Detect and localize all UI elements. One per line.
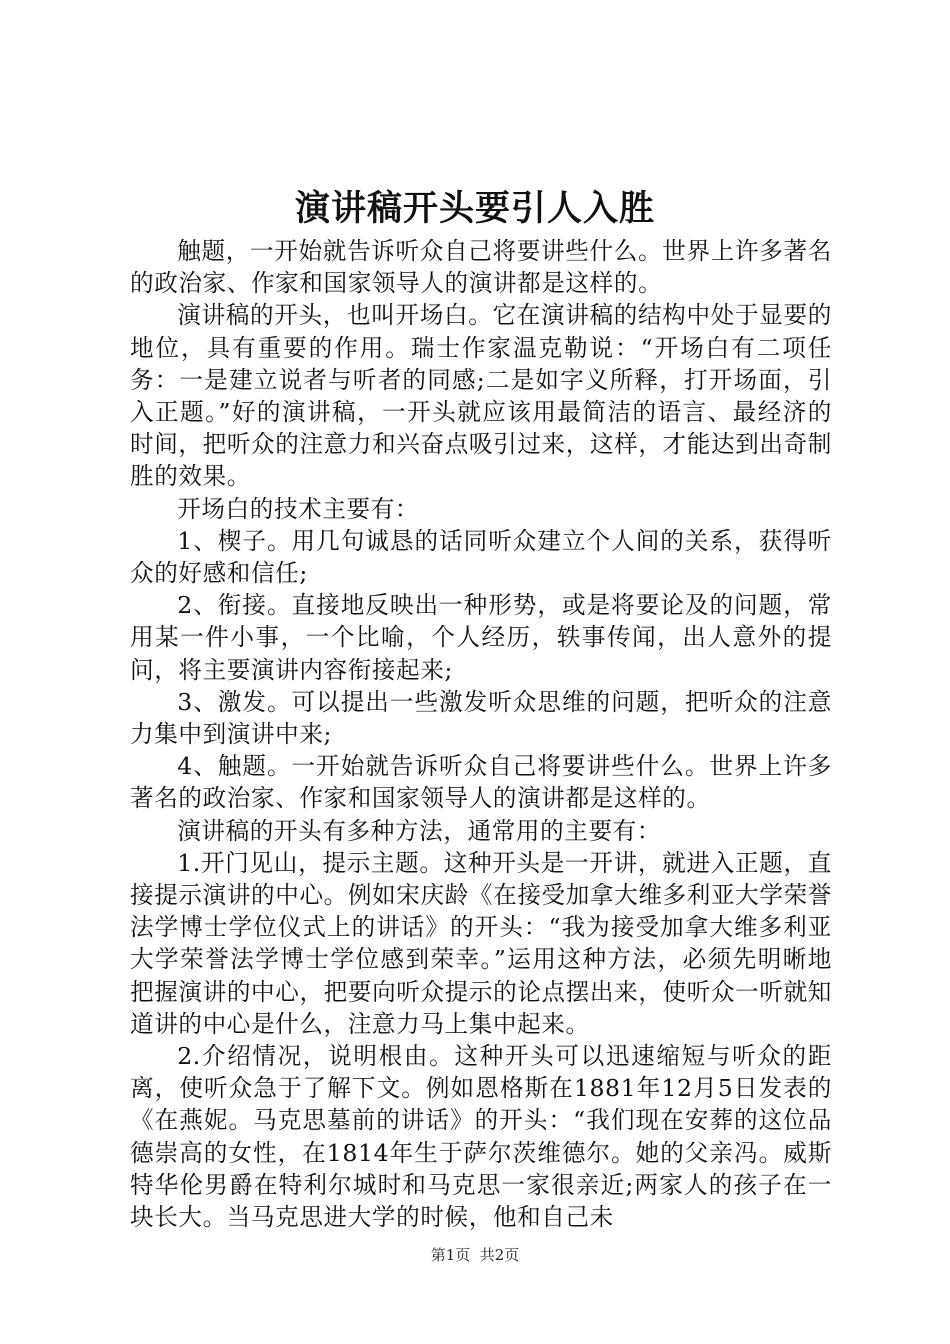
paragraph: 4、触题。一开始就告诉听众自己将要讲些什么。世界上许多著名的政治家、作家和国家领导人的演讲都是这样的。 xyxy=(130,752,832,813)
paragraph: 演讲稿的开头有多种方法，通常用的主要有： xyxy=(177,816,662,845)
paragraph: 开场白的技术主要有： xyxy=(177,494,420,523)
page-footer xyxy=(0,1245,950,1265)
document-body xyxy=(130,235,832,1233)
paragraph: 3、激发。可以提出一些激发听众思维的问题，把听众的注意力集中到演讲中来; xyxy=(130,687,832,749)
document-title: 演讲稿开头要引人入胜 xyxy=(294,188,655,229)
paragraph: 触题，一开始就告诉听众自己将要讲些什么。世界上许多著名的政治家、作家和国家领导人的演讲都是这样的。 xyxy=(130,237,832,298)
paragraph: 演讲稿的开头，也叫开场白。它在演讲稿的结构中处于显要的地位，具有重要的作用。瑞士作家温克勒说：“开场白有二项任务：一是建立说者与听者的同感;二是如字义所释，打开场面，引入正题。”好的演讲稿，一开头就应该用最简洁的语言、最经济的时间，把听众的注意力和兴奋点吸引过来，这样，才能达到出奇制胜的效果。 xyxy=(130,301,832,491)
paragraph: 1、楔子。用几句诚恳的话同听众建立个人间的关系，获得听众的好感和信任; xyxy=(130,526,832,588)
page-number: 第1页 共2页 xyxy=(430,1246,520,1264)
paragraph: 2、衔接。直接地反映出一种形势，或是将要论及的问题，常用某一件小事，一个比喻，个人经历，轶事传闻，出人意外的提问，将主要演讲内容衔接起来; xyxy=(130,591,832,684)
paragraph: 1.开门见山，提示主题。这种开头是一开讲，就进入正题，直接提示演讲的中心。例如宋庆龄《在接受加拿大维多利亚大学荣誉法学博士学位仪式上的讲话》的开头：“我为接受加拿大维多利亚大学荣誉法学博士学位感到荣幸。”运用这种方法，必须先明晰地把握演讲的中心，把要向听众提示的论点摆出来，使听众一听就知道讲的中心是什么，注意力马上集中起来。 xyxy=(130,848,832,1038)
paragraph: 2.介绍情况，说明根由。这种开头可以迅速缩短与听众的距离，使听众急于了解下文。例如恩格斯在1881年12月5日发表的《在燕妮。马克思墓前的讲话》的开头：“我们现在安葬的这位品德崇高的女性，在1814年生于萨尔茨维德尔。她的父亲冯。威斯特华伦男爵在特利尔城时和马克思一家很亲近;两家人的孩子在一块长大。当马克思进大学的时候，他和自己未 xyxy=(130,1042,832,1232)
